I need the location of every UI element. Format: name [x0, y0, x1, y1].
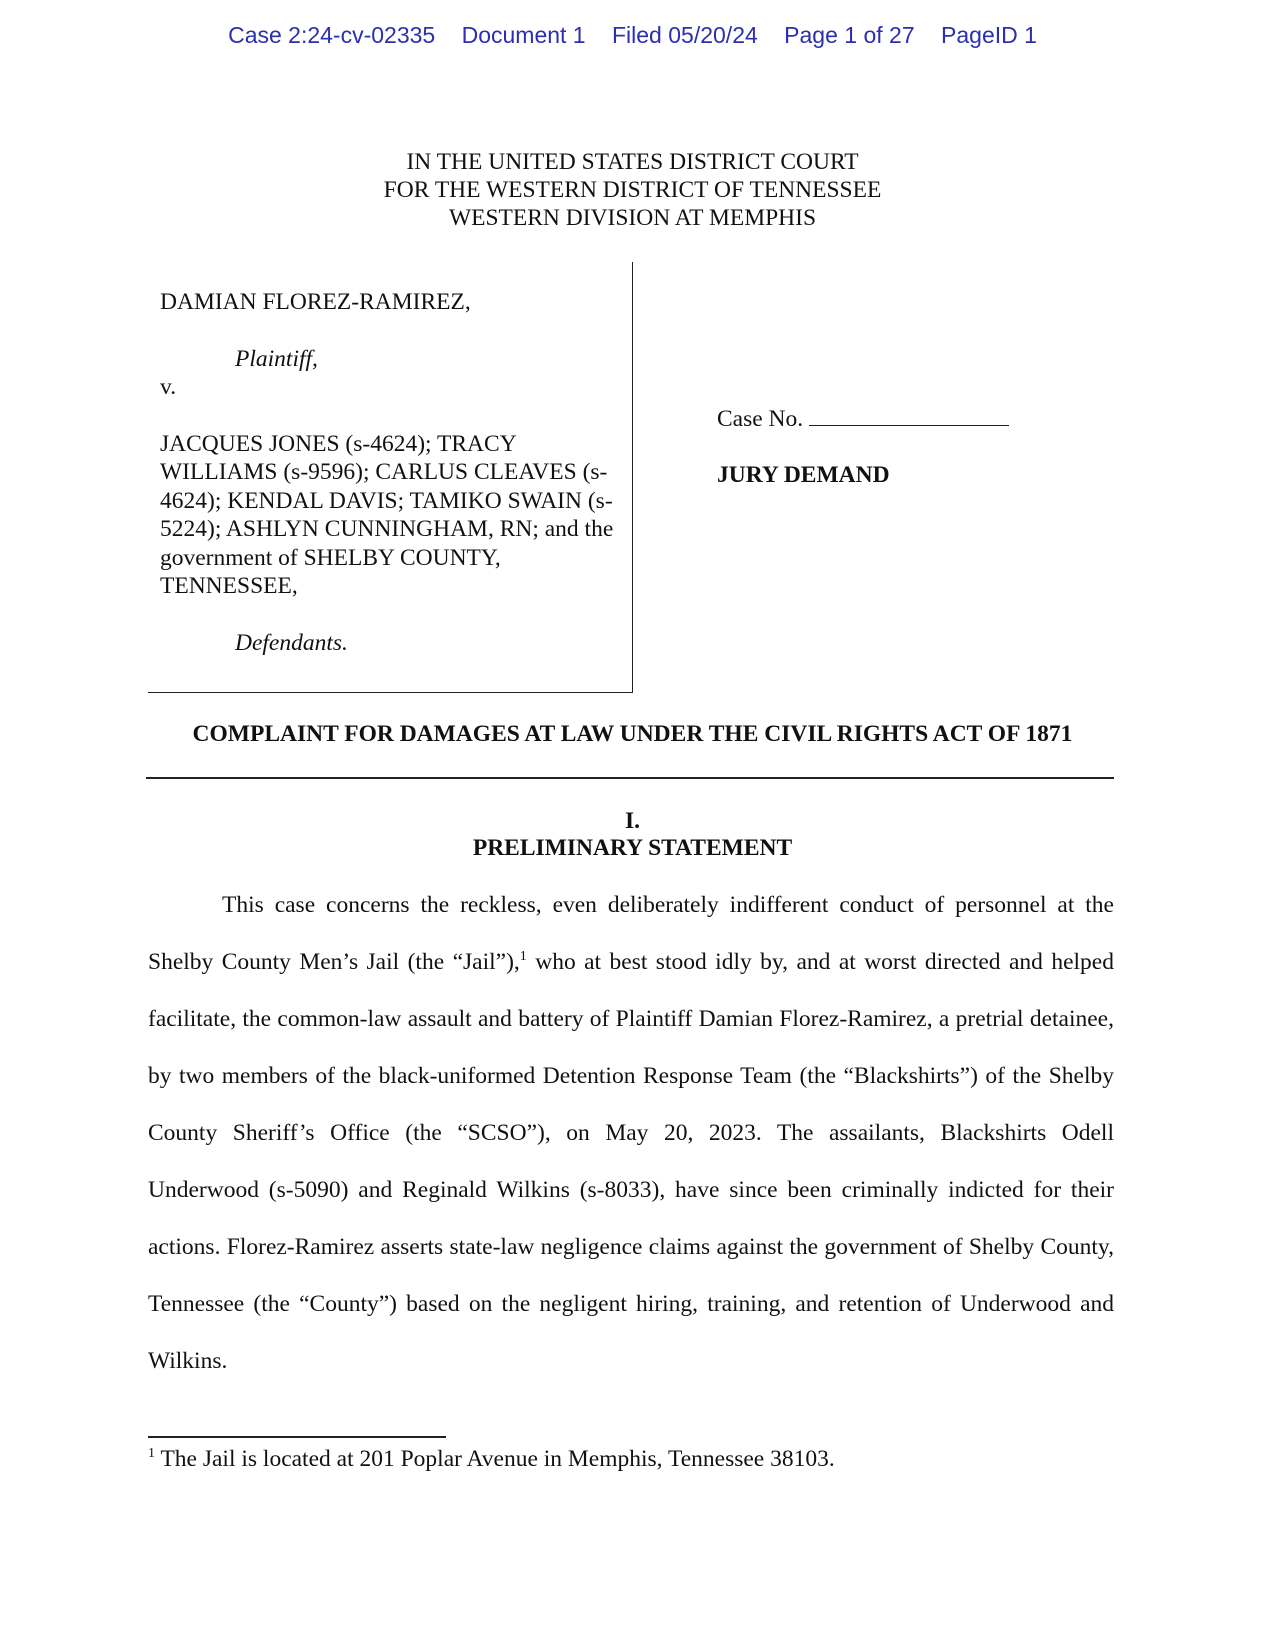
complaint-title: COMPLAINT FOR DAMAGES AT LAW UNDER THE CIVIL RIGHTS ACT OF 1871 — [192, 721, 1073, 747]
paragraph-part-1: This case concerns the reckless, even deliberately indifferent conduct of personnel at the Shelby County Men’s Jail (the “Jail”), — [148, 892, 1114, 975]
section-number: I. — [624, 808, 641, 834]
footnote-rule — [148, 1436, 446, 1438]
defendants-names: JACQUES JONES (s-4624); TRACY WILLIAMS (s-9596); CARLUS CLEAVES (s-4624); KENDAL DAVIS; TAMIKO SWAIN (s-5224); ASHLYN CUNNINGHAM, RN; and the government of SHELBY COUNTY, TENNESSEE, — [160, 430, 614, 599]
header-filed-date: Filed 05/20/24 — [612, 22, 758, 48]
versus: v. — [160, 374, 177, 400]
plaintiff-role: Plaintiff, — [235, 345, 318, 372]
jury-demand: JURY DEMAND — [717, 462, 890, 488]
court-line-2: FOR THE WESTERN DISTRICT OF TENNESSEE — [383, 177, 882, 203]
case-number-field — [717, 405, 1009, 433]
header-document: Document 1 — [461, 22, 586, 48]
caption-horizontal-divider — [148, 692, 633, 693]
defendants-role: Defendants. — [235, 629, 348, 656]
paragraph-part-2: who at best stood idly by, and at worst directed and helped facilitate, the common-law assault and battery of Plaintiff Damian Florez-Ramirez, a pretrial detainee, by two members of the black-uniformed Detention Response Team (the “Blackshirts”) of the Shelby County Sheriff’s Office (the “SCSO”), on May 20, 2023. The assailants, Blackshirts Odell Underwood (s-5090) and Reginald Wilkins (s-8033), have since been criminally indicted for their actions. Florez-Ramirez asserts state-law negligence claims against the government of Shelby County, Tennessee (the “County”) based on the negligent hiring, training, and retention of Underwood and Wilkins. — [148, 949, 1114, 1374]
section-title: PRELIMINARY STATEMENT — [472, 835, 793, 861]
footnote-reference: 1 — [519, 949, 527, 965]
ecf-header-stamp — [0, 22, 1265, 49]
case-caption-parties — [160, 288, 630, 657]
court-line-3: WESTERN DIVISION AT MEMPHIS — [448, 205, 817, 231]
footnote-number: 1 — [148, 1446, 155, 1462]
case-number-blank — [809, 405, 1009, 426]
case-number-label: Case No. — [717, 406, 804, 432]
title-rule — [146, 777, 1114, 779]
footnote-text: The Jail is located at 201 Poplar Avenue in Memphis, Tennessee 38103. — [155, 1446, 835, 1472]
footnote — [148, 1446, 835, 1473]
plaintiff-name: DAMIAN FLOREZ-RAMIREZ, — [160, 289, 471, 315]
caption-vertical-divider — [632, 262, 633, 692]
preliminary-statement-paragraph — [148, 877, 1114, 1390]
header-case-number: Case 2:24-cv-02335 — [228, 22, 436, 48]
header-page: Page 1 of 27 — [784, 22, 915, 48]
court-heading — [0, 148, 1265, 232]
header-pageid: PageID 1 — [941, 22, 1037, 48]
court-line-1: IN THE UNITED STATES DISTRICT COURT — [406, 149, 859, 175]
